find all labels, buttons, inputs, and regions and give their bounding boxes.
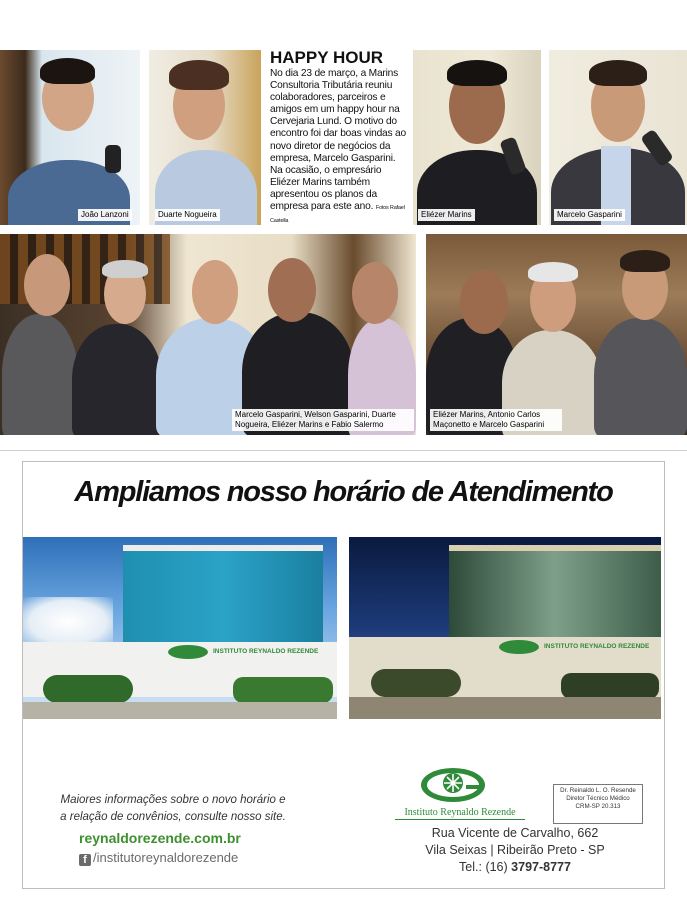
photo-group-five [0, 234, 416, 435]
advertisement [22, 461, 665, 889]
building-photo-day [23, 537, 337, 719]
photo-group-three [426, 234, 687, 435]
address-line-2: Vila Seixas | Ribeirão Preto - SP [425, 843, 605, 857]
institute-logo [418, 765, 488, 805]
caption-joao-lanzoni: João Lanzoni [78, 209, 132, 221]
logo-name: Instituto Reynaldo Rezende [404, 807, 516, 818]
photo-eliezer-marins [413, 50, 541, 225]
ad-info [23, 792, 323, 826]
website-link[interactable]: reynaldorezende.com.br [79, 830, 241, 846]
happy-hour-body [270, 68, 407, 227]
photo-duarte-nogueira [149, 50, 261, 225]
photo-marcelo-gasparini [549, 50, 687, 225]
address-line-1: Rua Vicente de Carvalho, 662 [431, 826, 599, 840]
building-sign-night: INSTITUTO REYNALDO REZENDE [544, 643, 650, 650]
phone-number: 3797-8777 [511, 860, 571, 874]
doctor-name: Dr. Reinaldo L. O. Resende [560, 787, 636, 794]
caption-group-five: Marcelo Gasparini, Welson Gasparini, Duarte Nogueira, Eliézer Marins e Fabio Salermo [232, 409, 414, 431]
happy-hour-text: No dia 23 de março, a Marins Consultoria Tributária reuniu colaboradores, parceiros e amigos em um happy hour na Cervejaria Lund. O motivo do encontro foi dar boas vindas ao novo diretor de negócios da empresa, Marcelo Gasparini. Na ocasião, o empresário Eliézer Marins também apresentou os planos da empresa para este ano. [270, 68, 406, 213]
building-photo-night [349, 537, 661, 719]
photo-joao-lanzoni [0, 50, 140, 225]
section-divider [0, 450, 687, 451]
info-line-2: a relação de convênios, consulte nosso site. [60, 811, 286, 823]
happy-hour-title: HAPPY HOUR [270, 48, 384, 67]
photo-credit: Fotos Rafael Castella [270, 205, 405, 225]
doctor-info-box [553, 784, 643, 824]
caption-eliezer-marins: Eliézer Marins [418, 209, 475, 221]
facebook-icon: f [79, 854, 91, 866]
logo-mark-icon [418, 765, 488, 805]
phone [415, 860, 615, 874]
info-line-1: Maiores informações sobre o novo horário e [60, 794, 286, 806]
building-sign-day: INSTITUTO REYNALDO REZENDE [213, 648, 319, 655]
doctor-crm: CRM-SP 20.313 [575, 803, 621, 810]
phone-label: Tel.: (16) [459, 860, 508, 874]
facebook-handle: /institutoreynaldorezende [93, 850, 239, 865]
caption-duarte-nogueira: Duarte Nogueira [155, 209, 220, 221]
caption-marcelo-gasparini: Marcelo Gasparini [554, 209, 625, 221]
caption-group-three: Eliézer Marins, Antonio Carlos Maçonetto e Marcelo Gasparini [430, 409, 562, 431]
facebook-link[interactable] [79, 850, 238, 866]
ad-headline: Ampliamos nosso horário de Atendimento [74, 476, 613, 508]
doctor-role: Diretor Técnico Médico [566, 795, 630, 802]
logo-underline [395, 819, 525, 820]
